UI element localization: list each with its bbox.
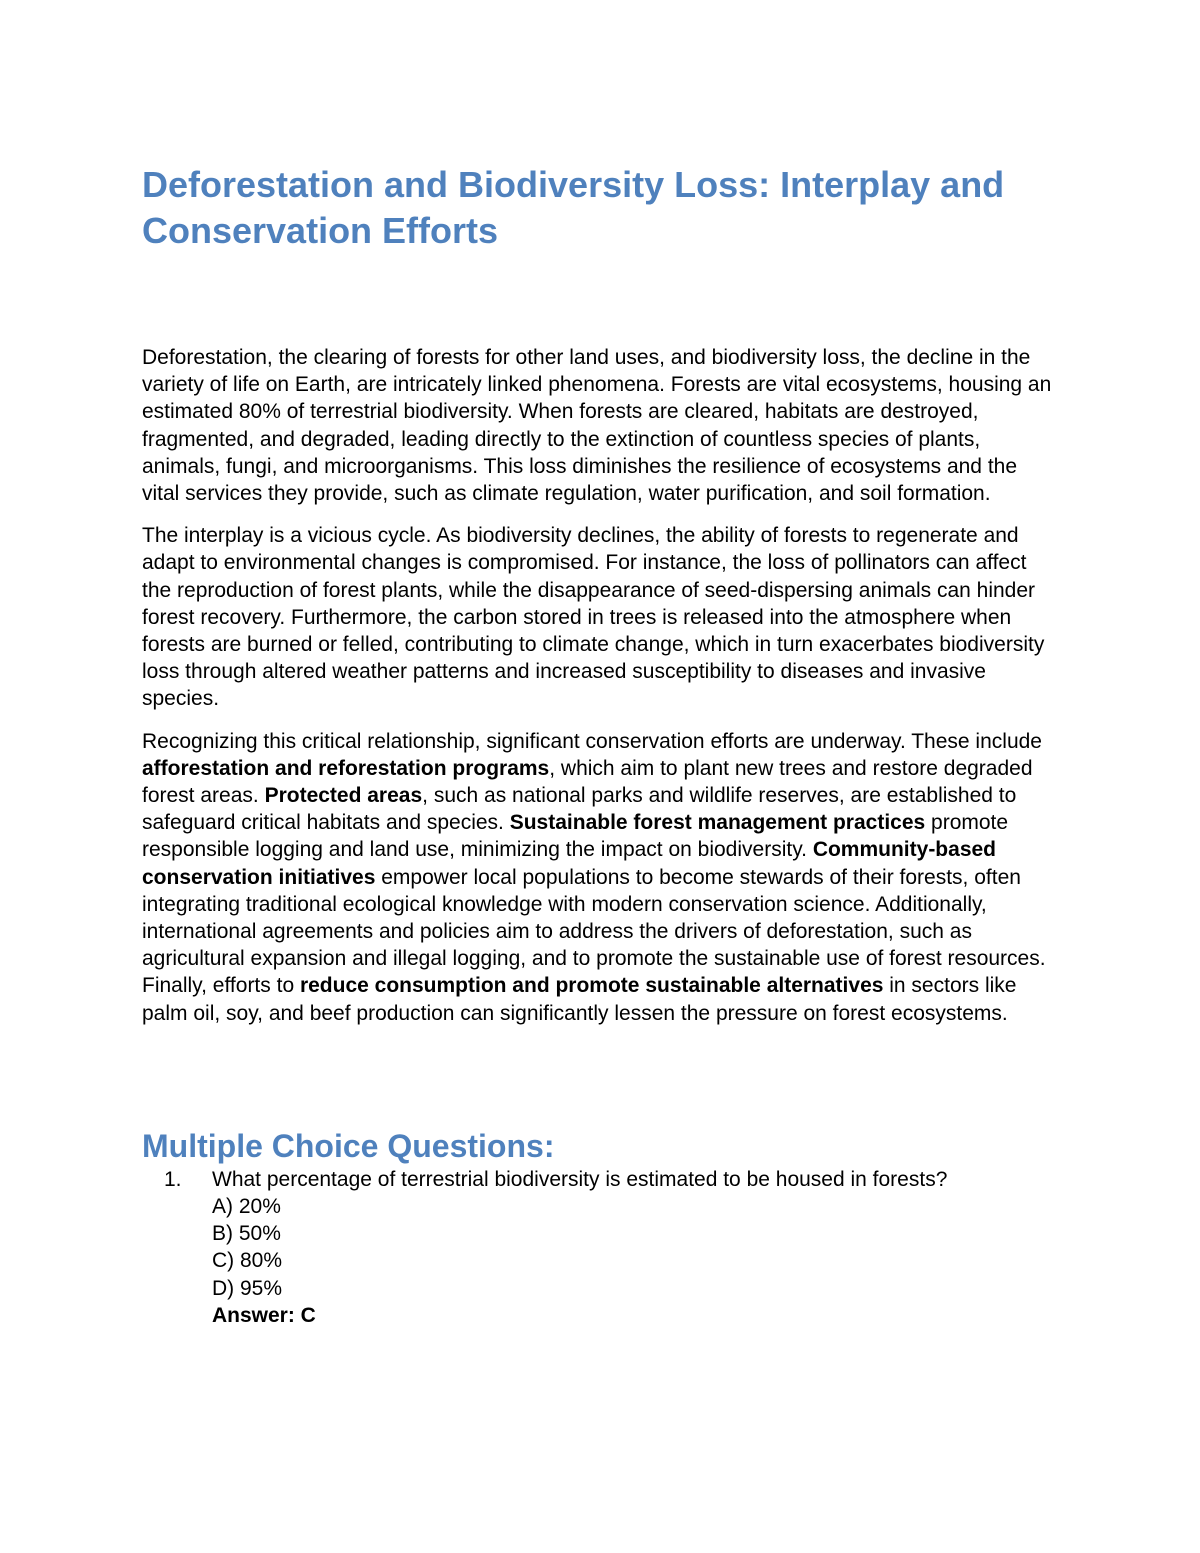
text-run: Recognizing this critical relationship, significant conservation efforts are underway. These include (142, 729, 1042, 753)
mcq-heading: Multiple Choice Questions: (142, 1127, 555, 1164)
bold-phrase: Community-based conservation initiatives (142, 838, 996, 889)
question-list (142, 1166, 1062, 1329)
question-text: What percentage of terrestrial biodiversity is estimated to be housed in forests? (212, 1167, 948, 1191)
question-item (142, 1166, 1062, 1329)
bold-phrase: Sustainable forest management practices (509, 811, 926, 835)
text-run: promote responsible logging and land use, minimizing the impact on biodiversity. (142, 811, 1009, 862)
question-number: 1. (164, 1167, 182, 1191)
body-paragraphs (142, 344, 1062, 1027)
section-spacer (142, 1042, 1062, 1126)
document-title: Deforestation and Biodiversity Loss: Interplay and Conservation Efforts (142, 164, 1005, 251)
text-run: The interplay is a vicious cycle. As biodiversity declines, the ability of forests to regenerate and adapt to environmental changes is compromised. For instance, the loss of pollinators can affect the reproduction of forest plants, while the disappearance of seed-dispersing animals can hinder forest recovery. Furthermore, the carbon stored in trees is released into the atmosphere when forests are burned or felled, contributing to climate change, which in turn exacerbates biodiversity loss through altered weather patterns and increased susceptibility to diseases and invasive species. (142, 524, 1045, 711)
document-page (142, 162, 1062, 1329)
option-b: B) 50% (212, 1222, 281, 1246)
text-run: in sectors like palm oil, soy, and beef production can significantly lessen the pressure on forest ecosystems. (142, 974, 1017, 1025)
bold-phrase: afforestation and reforestation programs (142, 756, 550, 780)
option-d: D) 95% (212, 1276, 283, 1300)
text-run: Deforestation, the clearing of forests for other land uses, and biodiversity loss, the decline in the variety of life on Earth, are intricately linked phenomena. Forests are vital ecosystems, housing an estimated 80% of terrestrial biodiversity. When forests are cleared, habitats are destroyed, fragmented, and degraded, leading directly to the extinction of countless species of plants, animals, fungi, and microorganisms. This loss diminishes the resilience of ecosystems and the vital services they provide, such as climate regulation, water purification, and soil formation. (142, 346, 1052, 506)
text-run: empower local populations to become stewards of their forests, often integrating traditional ecological knowledge with modern conservation science. Additionally, international agreements and policies aim to address the drivers of deforestation, such as agricultural expansion and illegal logging, and to promote the sustainable use of forest resources. Finally, efforts to (142, 865, 1046, 998)
answer-text: Answer: C (212, 1303, 316, 1327)
bold-phrase: Protected areas (264, 784, 423, 808)
body-paragraph (142, 344, 1060, 507)
body-paragraph (142, 728, 1060, 1027)
text-run: , which aim to plant new trees and restore degraded forest areas. (142, 756, 1033, 808)
body-paragraph (142, 522, 1060, 712)
title-spacer (142, 254, 1062, 344)
option-a: A) 20% (212, 1195, 281, 1219)
bold-phrase: reduce consumption and promote sustainable alternatives (299, 974, 884, 998)
option-c: C) 80% (212, 1249, 283, 1273)
text-run: , such as national parks and wildlife reserves, are established to safeguard critical habitats and species. (142, 784, 1017, 835)
